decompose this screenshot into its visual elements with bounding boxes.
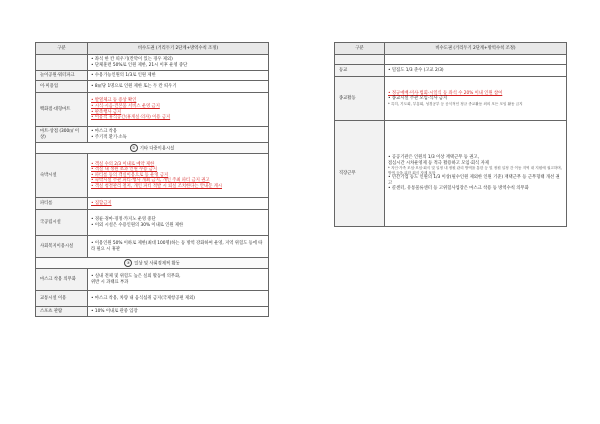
row-category: 백화점·대형마트 bbox=[36, 93, 88, 127]
rule-item: 점심시간 시차운영제 등 적극 활용하고 모임·회식 자제 bbox=[388, 160, 489, 166]
section-row bbox=[36, 143, 269, 154]
rule-item: • 단체훈련 50%로 인원 제한, 21시 이후 운영 중단 bbox=[91, 62, 188, 68]
rule-item: • 이외 시설은 수용인원의 30% 이내로 인원 제한 bbox=[91, 222, 184, 228]
row-content bbox=[88, 236, 269, 258]
row-content bbox=[88, 269, 269, 291]
table-row bbox=[36, 154, 269, 198]
rule-item: • 경륜·경마·경정·카지노 운영 중단 bbox=[91, 217, 156, 222]
table-row bbox=[335, 121, 567, 227]
rule-item: • 주기적 환기·소독 bbox=[91, 134, 127, 140]
row-content bbox=[88, 291, 269, 307]
rule-item: • 이용인원 50% 이하로 제한(최대 100명)하는 등 방역 강화하여 운영, 지역 위험도 등에 따라 필요 시 휴관 bbox=[91, 241, 263, 252]
row-category: 이·미용업 bbox=[36, 81, 88, 93]
table-row bbox=[36, 55, 269, 71]
row-content bbox=[88, 93, 269, 127]
row-category bbox=[36, 55, 88, 71]
rule-item: 위반 시 과태료 부과 bbox=[91, 279, 129, 285]
rule-item: • 8㎡당 1명으로 인원 제한 또는 두 칸 띄우기 bbox=[91, 83, 177, 89]
row-category: 국공립시설 bbox=[36, 210, 88, 236]
table-row bbox=[36, 127, 269, 143]
rule-item: • 종교시설 주관 모임·식사 금지 bbox=[388, 96, 448, 102]
row-content bbox=[88, 127, 269, 143]
row-category: 놀이공원·워터파크 bbox=[36, 71, 88, 81]
highlighted-rule: • 객실 내 정원 초과 인원 수용 금지 bbox=[91, 167, 158, 173]
table-row bbox=[36, 93, 269, 127]
row-category: 마트·상점 (300㎡ 이상) bbox=[36, 127, 88, 143]
row-category: 사회복지이용시설 bbox=[36, 236, 88, 258]
rule-item: • 실내 전체 및 위험도 높은 실외 활동에 의무화, bbox=[91, 274, 181, 280]
table-row bbox=[36, 210, 269, 236]
highlighted-rule: • 판촉행사 금지 bbox=[91, 109, 122, 115]
highlighted-rule: • 정규예배·미사·법회·시일식 등 좌석 수 20% 이내 인원 참여 bbox=[388, 90, 503, 96]
rule-item: • 마스크 착용, 차량 내 음식섭취 금지(국제항공편 제외) bbox=[91, 295, 195, 301]
section-title: 일상 및 사회경제적 활동 bbox=[134, 261, 180, 267]
row-category: 마스크 착용 의무화 bbox=[36, 269, 88, 291]
table-row bbox=[335, 77, 567, 121]
table-header-row bbox=[335, 43, 567, 55]
header-category: 구분 bbox=[335, 43, 385, 55]
header-region: 비수도권 (거리두기 2단계+방역수칙 조정) bbox=[88, 43, 269, 55]
row-content bbox=[385, 77, 567, 121]
table-row bbox=[36, 291, 269, 307]
section-row bbox=[36, 258, 269, 269]
header-category: 구분 bbox=[36, 43, 88, 55]
row-category: 직장근무 bbox=[335, 121, 385, 227]
left-regulation-table bbox=[35, 42, 269, 317]
table-row bbox=[36, 81, 269, 93]
row-content bbox=[88, 55, 269, 71]
rule-item: • 좌석 한 칸 띄우기(칸막이 있는 경우 제외) bbox=[91, 56, 173, 62]
row-content bbox=[385, 121, 567, 227]
section-number: ③ bbox=[124, 259, 132, 267]
row-content bbox=[88, 307, 269, 317]
section-number: ② bbox=[130, 144, 138, 152]
rule-item: • 마스크 착용 bbox=[91, 128, 118, 134]
row-category: 파티룸 bbox=[36, 198, 88, 210]
row-content bbox=[385, 65, 567, 77]
row-content bbox=[88, 81, 269, 93]
section-heading bbox=[36, 143, 269, 154]
highlighted-rule: • 시식·시음·견본품 서비스 운영 금지 bbox=[91, 103, 160, 109]
table-header-row bbox=[36, 43, 269, 55]
table-row bbox=[36, 269, 269, 291]
row-category: 스포츠 관람 bbox=[36, 307, 88, 317]
highlighted-rule: • 파티룸 등의 객실이용으로 등 운영 금지 bbox=[91, 172, 169, 178]
rule-item: • 수용가능인원의 1/3로 인원 제한 bbox=[91, 72, 156, 78]
highlighted-rule: • 숙박시설 주관 파티·행사 개최 금지, 개인 주최 파티 금지 권고 bbox=[91, 178, 210, 184]
rule-item: • 공공기관은 인원의 1/3 이상 재택근무 등 권고, bbox=[388, 154, 479, 160]
row-category: 종교활동 bbox=[335, 77, 385, 121]
highlighted-rule: • 객실 청결관리 철저, 개인 파티 적발 시 퇴실 조치한다는 안내문 게시 bbox=[91, 183, 222, 189]
row-content bbox=[88, 210, 269, 236]
highlighted-rule: • 발열체크 등 증상 확인 bbox=[91, 98, 137, 104]
table-row bbox=[36, 198, 269, 210]
highlighted-rule: • 이용객 휴식공간(휴게실·의자) 이용 금지 bbox=[91, 115, 171, 121]
right-regulation-table bbox=[334, 42, 567, 227]
section-heading bbox=[36, 258, 269, 269]
table-row bbox=[335, 55, 567, 65]
row-category: 교통시설 이용 bbox=[36, 291, 88, 307]
rule-item: • 민간기업 등도 인원의 1/3 이상(필수인원 제외한 인원 기준) 재택근무 등 근무형태 개선 권고 bbox=[388, 175, 560, 186]
section-title: 기타 다중이용시설 bbox=[139, 146, 175, 152]
table-row bbox=[335, 65, 567, 77]
rule-item: • 10% 이내로 관중 입장 bbox=[91, 308, 138, 314]
table-row bbox=[36, 236, 269, 258]
rule-item: • 밀집도 1/3 준수 (고교 2/3) bbox=[388, 67, 444, 73]
row-content bbox=[385, 55, 567, 65]
rule-item: * 특히, 기도회, 부흥회, 성경공부 등 공식적인 정규 종교활동 외의 모든 모임 활동 금지 bbox=[388, 101, 523, 106]
row-category: 등교 bbox=[335, 65, 385, 77]
row-content bbox=[88, 71, 269, 81]
row-content bbox=[88, 198, 269, 210]
row-category: 숙박시설 bbox=[36, 154, 88, 198]
row-content bbox=[88, 154, 269, 198]
highlighted-rule: • 집합금지 bbox=[91, 200, 112, 206]
row-category bbox=[335, 55, 385, 65]
rule-item: * 지인·가족 모임·모임·회식 및 일정 내 정원 관리 방역을 통한 등 및 정원 일정 간 이동 지역 내 지원에 권고하며, 방역 등을 위한 회식 자제 포함 bbox=[388, 166, 562, 175]
highlighted-rule: • 객실 수의 2/3 이내로 예약 제한 bbox=[91, 161, 155, 167]
header-region: 비수도권 (거리두기 2단계+방역수칙 조정) bbox=[385, 43, 567, 55]
table-row bbox=[36, 71, 269, 81]
rule-item: • 콜센터, 유통물류센터 등 고위험사업장은 마스크 착용 등 방역수칙 의무화 bbox=[388, 186, 529, 192]
table-row bbox=[36, 307, 269, 317]
